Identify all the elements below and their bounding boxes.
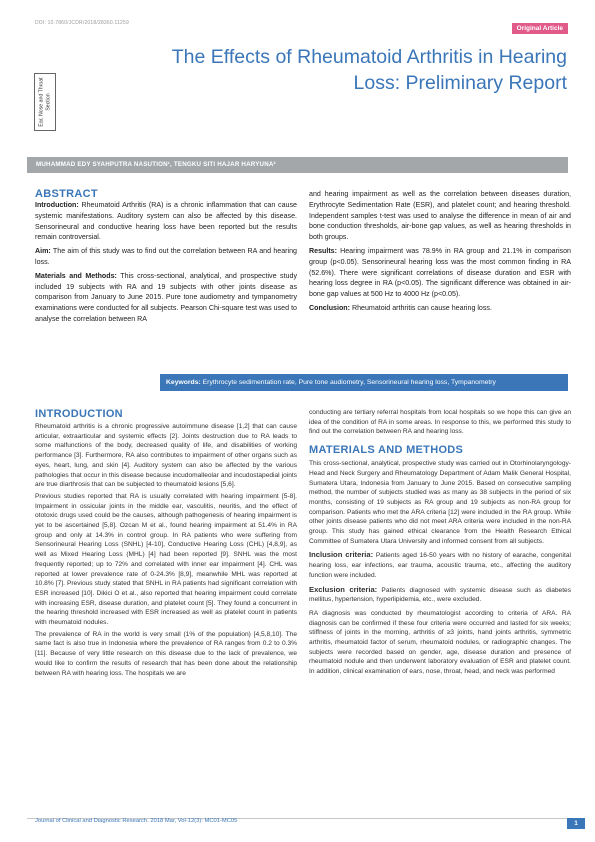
doi: DOI: 10.7860/JCDR/2018/28360.11259 — [35, 20, 129, 26]
journal-footer: Journal of Clinical and Diagnostic Research. 2018 Mar, Vol-12(3): MC01-MC05 — [35, 818, 238, 824]
methods-paragraph-2: RA diagnosis was conducted by rheumatologist according to criteria of ARA. RA diagnosis can be confirmed if these four criteria were occurred and lasted for six weeks; stiffness of joints in the morning, arthritis of ≥3 joints, hand joints arthritis, symmetric arthritis, rheumatoid factor of serum, rheumatoid nodules, or radiographic changes. The subjects were recorded based on gender, age, disease duration and presence of rheumatoid nodule and then underwent laboratory evaluation of ESR and platelet count. In addition, clinical examination of ears, nose, throat, head, and neck was performed — [309, 609, 571, 676]
abstract-results: Results: Hearing impairment was 78.9% in RA group and 21.1% in comparison group (p<0.05). Sensorineural hearing loss was the most common finding in RA (52.6%). There were significant correlations of disease duration and ESR with hearing loss degree in RA (p<0.05). The significant difference was obtained in air-bone gap values at 500 Hz to 4000 Hz (p<0.05). — [309, 246, 571, 299]
body-right-column — [309, 408, 571, 679]
introduction-paragraph-3-continued: conducting are tertiary referral hospitals from local hospitals so we hope this can give an idea of the condition of RA in some areas. In response to this, we performed this study to find out the correlation between RA and hearing loss. — [309, 409, 571, 436]
article-type-badge: Original Article — [512, 23, 568, 34]
page-number: 1 — [567, 818, 585, 829]
introduction-paragraph-1: Rheumatoid arthritis is a chronic progressive autoimmune disease [1,2] that can cause articular, extraarticular and systemic effects [2]. Joints destruction due to RA leads to some malfunctions of the body, decreased quality of life, and disabilities of working performance [3]. Furthermore, RA also contributes to impairment of other organs such as eyes, heart, lung, and skin [4]. Auditory system can also be affected by the various pathologies that occur in this disease because incudomalleolar and incudostapedial joints are true diarthrosis that can be subjected to rheumatoid lesions [5,6]. — [35, 423, 297, 489]
abstract-left-column — [35, 188, 297, 328]
abstract-introduction: Introduction: Rheumatoid Arthritis (RA) is a chronic inflammation that can cause systemic manifestations. Auditory system can also be affected by this disease. Sensorineural and conductive hearing loss have been reported but the results remain controversial. — [35, 201, 297, 242]
body-left-column — [35, 408, 297, 680]
abstract-right-column — [309, 189, 571, 317]
inclusion-criteria: Inclusion criteria: Patients aged 16-50 years with no history of earache, congenital hearing loss, ear infections, ear trauma, acoustic trauma, etc., affecting the auditory function were included. — [309, 550, 571, 579]
section-label-box — [34, 73, 56, 131]
abstract-heading: ABSTRACT — [35, 188, 98, 200]
abstract-aim: Aim: The aim of this study was to find out the correlation between RA and hearing loss. — [35, 247, 298, 266]
section-label: Ear, Nose and Throat Section — [38, 77, 51, 127]
exclusion-criteria: Exclusion criteria: Patients diagnosed with systemic disease such as diabetes mellitus, hypertension, hyperlipidemia, etc., were excluded. — [309, 584, 571, 604]
abstract-conclusion: Conclusion: Rheumatoid arthritis can cause hearing loss. — [309, 303, 492, 312]
introduction-heading: INTRODUCTION — [35, 408, 123, 420]
methods-paragraph-1: This cross-sectional, analytical, prospective study was carried out in Otorhinolaryngology-Head and Neck Surgery and Rheumatology Department of Adam Malik General Hospital, Sumatera Utara, Indonesia from January to June 2015. Based on consecutive sampling method, the number of subjects studied was as many as 38 subjects in the period of six months, consisting of 19 subjects as RA group and 19 subjects as non-RA group for comparison. Patients who met the ARA criteria [12] were included in the RA group. While other joints disease patients who did not meet ARA criteria were included in the non-RA group. This study has gained ethical clearance from the Health Research Ethical Committee of Sumatera Utara University and informed consent from all subjects. — [309, 460, 571, 545]
introduction-paragraph-2: Previous studies reported that RA is usually correlated with hearing impairment [5-8]. Impairment in ossicular joints in the middle ear, vasculitis, neuritis, and the effect of ototoxic drugs used could be the causes, although pathogenesis of hearing impairment is yet to be ascertained [5,8]. Ozcan M et al., found hearing impairment at 51.4% in RA group and only at 14.3% in control group. In RA patients who were suffering from Sensorineural Hearing Loss (SNHL) [4-10], Conductive Hearing Loss (CHL) [4,8,9], as well as Mixed Hearing Loss (MHL) [4] had been reported [9]. SNHL was the most frequently reported; up to 72% and correlated with inner ear impairment [4]. CHL was reported at lower prevalence rate of 0-24.3% [8,9], meanwhile MHL was reported at 10.8% [7]. Previous study stated that SNHL in RA patients had significant correlation with ESR increased [10]. Dikici O et al., also reported that hearing impairment could correlate with increasing ESR, disease duration, and platelet count [5]. They found a concurrent in the hearing threshold increased with ESR increased as well as platelet count in patients with rheumatoid nodules. — [35, 492, 297, 627]
abstract-methods-continued: and hearing impairment as well as the correlation between diseases duration, Erythrocyte Sedimentation Rate (ESR), and platelet count; and hearing threshold. Independent samples t-test was used to analyse the difference in mean of air and bone conduction thresholds, air-bone gap values, as well as hearing thresholds in both groups. — [309, 190, 571, 242]
abstract-methods: Materials and Methods: This cross-sectional, analytical, and prospective study included 19 subjects with RA and 19 subjects with other joints disease as comparison from January to June 2015. Pure tone audiometry and tympanometry examinations were conducted for all subjects. Pearson Chi-square test was used to analyse the correlation between RA — [35, 271, 297, 323]
article-title: The Effects of Rheumatoid Arthritis in Hearing Loss: Preliminary Report — [171, 46, 567, 94]
methods-heading: MATERIALS AND METHODS — [309, 444, 464, 457]
keywords: Keywords: Erythrocyte sedimentation rate, Pure tone audiometry, Sensorineural hearing loss, Tympanometry — [166, 379, 496, 386]
authors: MUHAMMAD EDY SYAHPUTRA NASUTION¹, TENGKU SITI HAJAR HARYUNA² — [36, 161, 276, 168]
introduction-paragraph-3: The prevalence of RA in the world is very small (1% of the population) [4,5,8,10]. The same fact is also true in Indonesia where the prevalence of RA ranges from 0.2 to 0.3% [11]. Because of very little research on this disease due to the lack of prevalence, we would like to confirm the results of research that has been done about the relationship between RA with hearing loss. The hospitals we are — [35, 630, 297, 677]
